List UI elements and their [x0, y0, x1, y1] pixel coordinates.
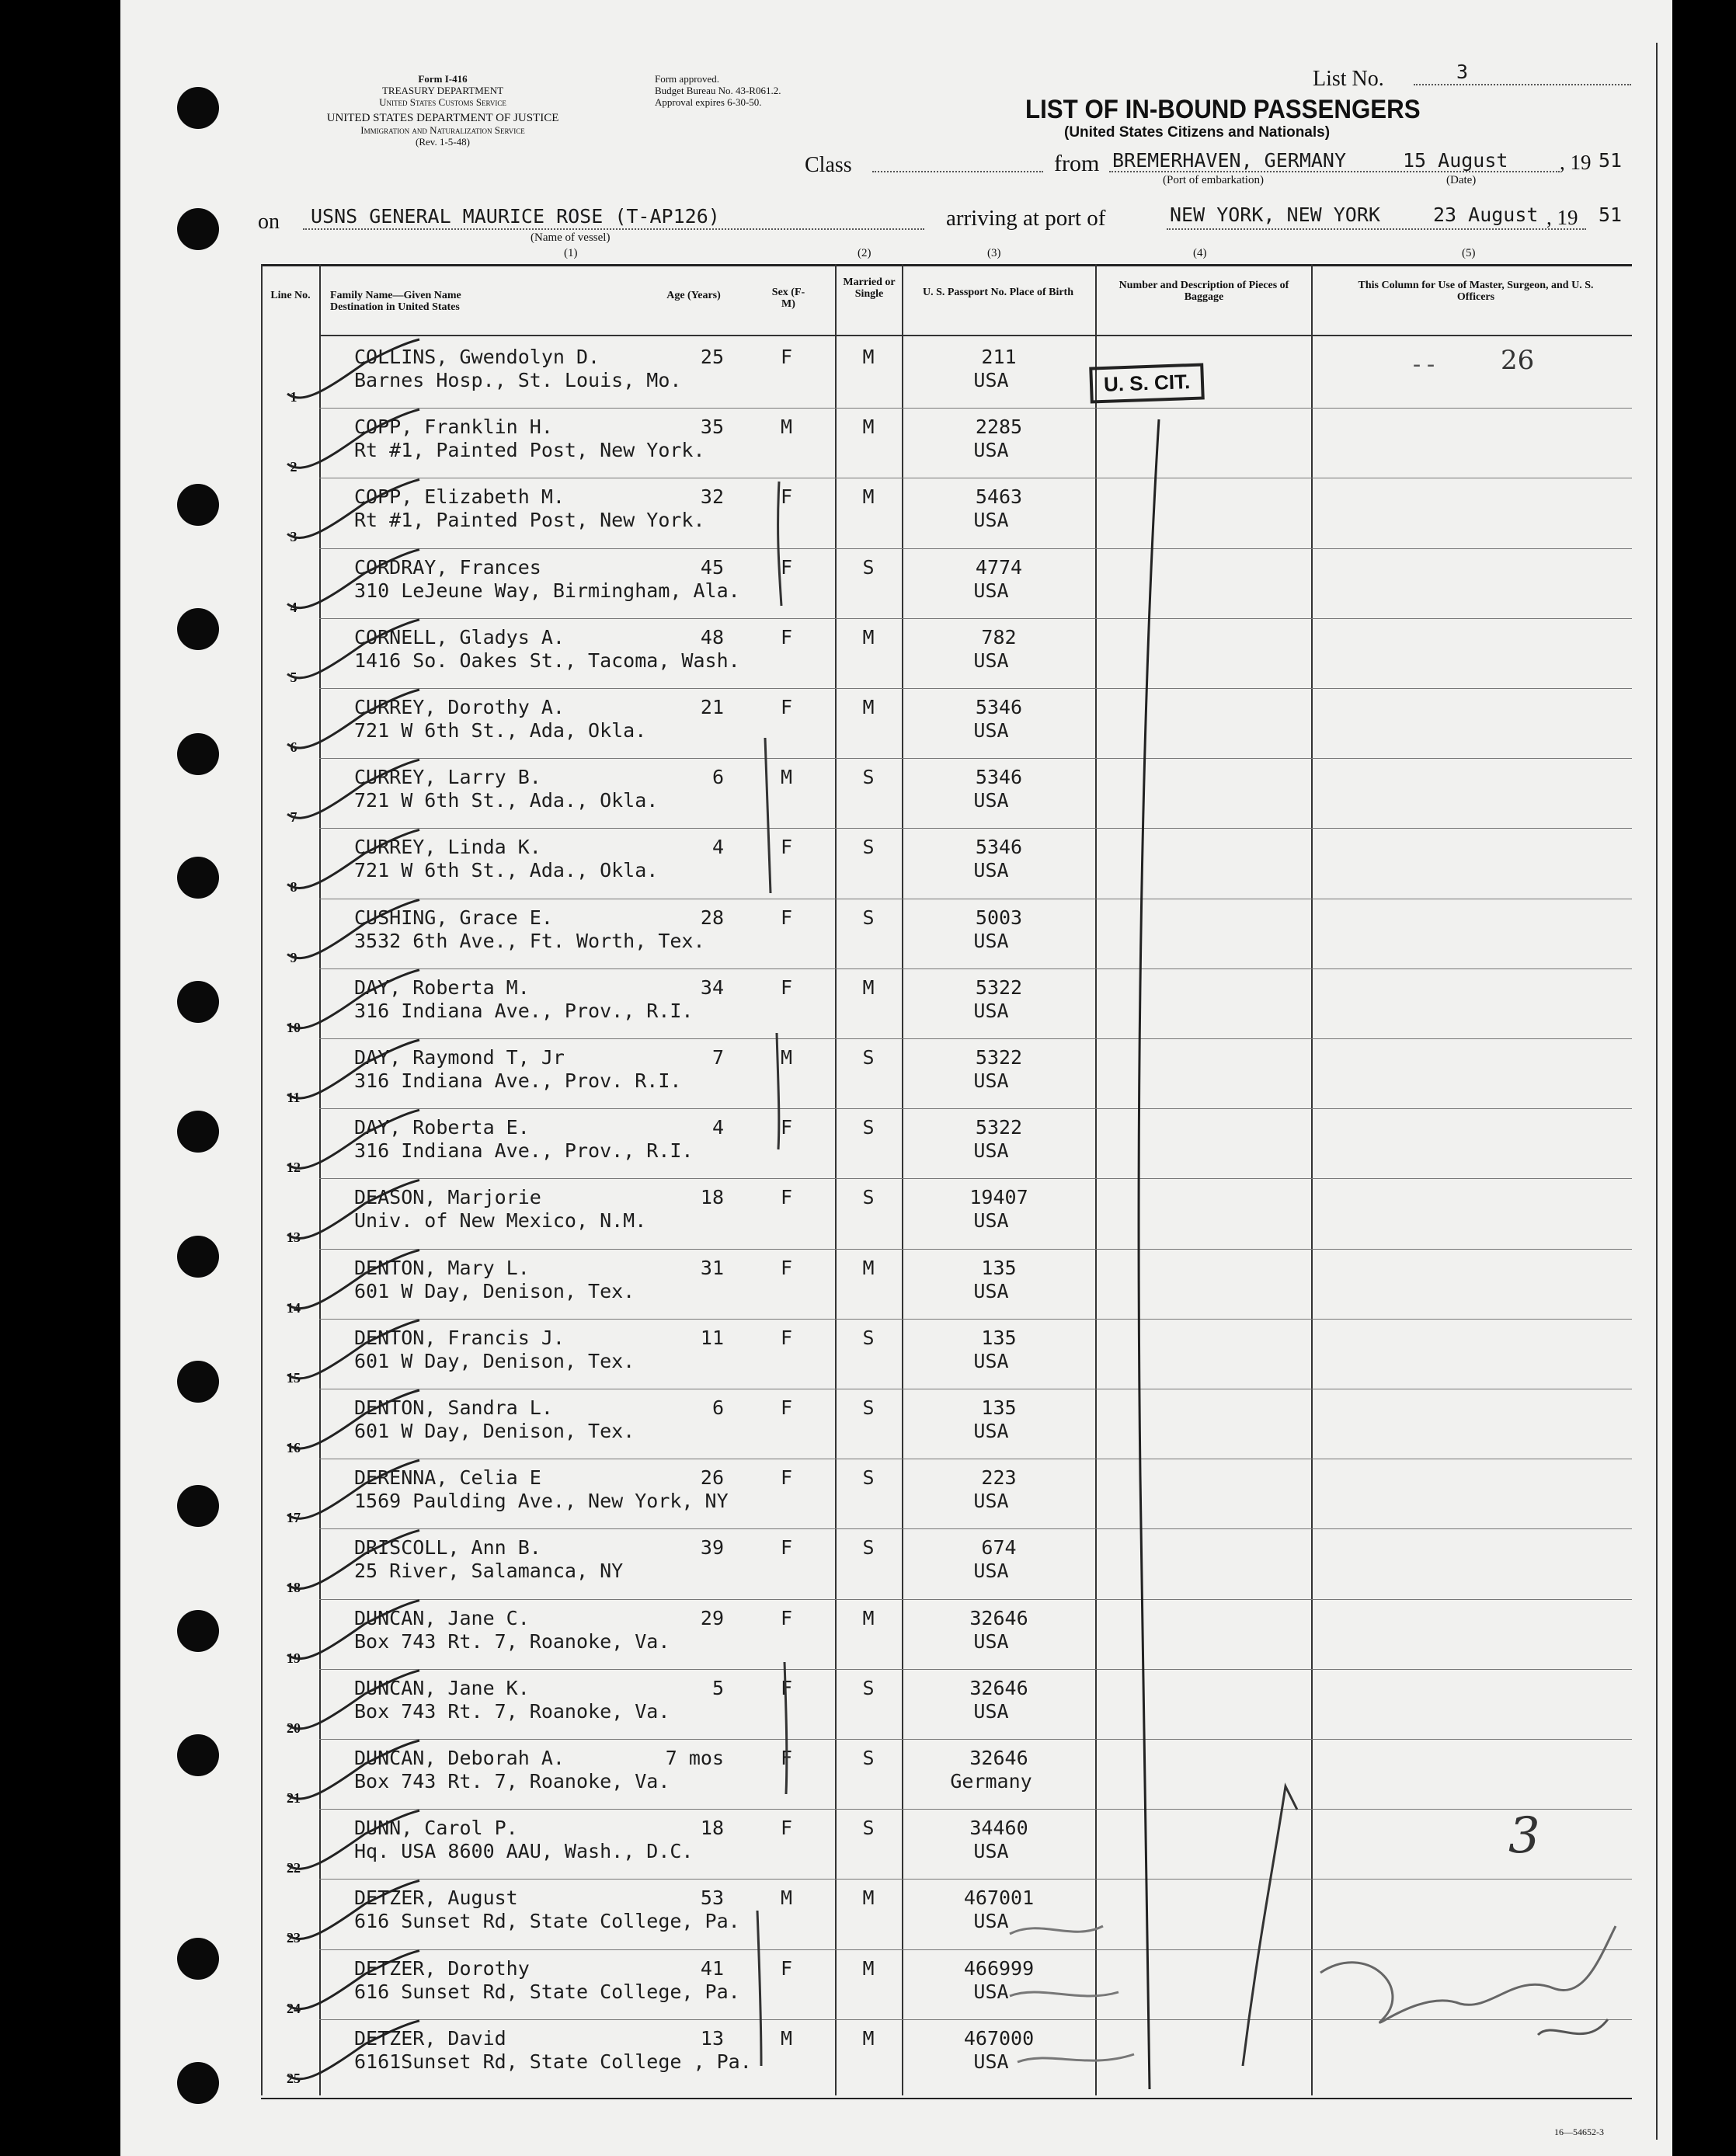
check-mark	[287, 900, 419, 958]
passenger-sex: F	[781, 1396, 793, 1419]
place-of-birth: USA	[973, 1840, 1009, 1863]
passenger-marital-status: M	[862, 1956, 875, 1980]
budget-bureau: Budget Bureau No. 43-R061.2.	[655, 85, 781, 96]
line-number: 5	[290, 669, 297, 685]
port-of-embarkation: BREMERHAVEN, GERMANY	[1112, 149, 1347, 172]
check-mark	[287, 479, 419, 537]
ins-service: Immigration and Naturalization Service	[360, 124, 525, 136]
place-of-birth: USA	[973, 1699, 1009, 1723]
passenger-name: DETZER, August	[354, 1886, 518, 1910]
arrival-port: NEW YORK, NEW YORK	[1170, 203, 1380, 226]
passenger-age: 48	[700, 625, 724, 649]
passenger-destination: 6161Sunset Rd, State College , Pa.	[354, 2050, 752, 2073]
passenger-name: DUNN, Carol P.	[354, 1817, 518, 1840]
treasury-dept: TREASURY DEPARTMENT	[381, 85, 504, 96]
check-mark	[287, 1740, 419, 1799]
col-header-line-no: Line No.	[270, 290, 311, 301]
passenger-marital-status: S	[862, 906, 875, 929]
passenger-destination: 721 W 6th St., Ada., Okla.	[354, 789, 659, 812]
passenger-age: 11	[700, 1326, 724, 1349]
col-header-family-name: Family Name—Given Name	[330, 290, 461, 301]
check-mark	[287, 1810, 419, 1869]
officer-note-dash: --	[1410, 351, 1439, 378]
passenger-destination: Box 743 Rt. 7, Roanoke, Va.	[354, 1770, 670, 1793]
passenger-sex: F	[781, 1817, 793, 1840]
form-number: Form I-416	[418, 73, 468, 85]
list-no-value: 3	[1456, 61, 1469, 83]
passenger-sex: M	[781, 1886, 793, 1910]
passenger-name: COLLINS, Gwendolyn D.	[354, 346, 600, 368]
passenger-marital-status: M	[862, 696, 875, 718]
passport-number: 466999	[963, 1956, 1035, 1980]
justice-dept: UNITED STATES DEPARTMENT OF JUSTICE	[326, 112, 559, 124]
line-number: 8	[290, 879, 297, 895]
approval-expiry: Approval expires 6-30-50.	[655, 96, 762, 108]
col-num-4: (4)	[1193, 247, 1207, 259]
passenger-age: 4	[711, 836, 724, 859]
embarkation-date: 15 August	[1403, 149, 1508, 172]
passenger-sex: F	[781, 555, 793, 579]
passenger-age: 6	[711, 766, 724, 789]
place-of-birth: USA	[973, 1910, 1009, 1933]
passport-number: 5322	[975, 1116, 1023, 1139]
place-of-birth: USA	[973, 1980, 1009, 2003]
col-num-3: (3)	[987, 247, 1001, 259]
check-mark	[287, 1671, 419, 1729]
passport-number: 19407	[969, 1186, 1028, 1209]
line-number: 23	[287, 1930, 301, 1946]
passenger-age: 21	[700, 696, 724, 718]
passenger-name: DAY, Raymond T, Jr	[354, 1046, 565, 1069]
passenger-age: 53	[700, 1886, 724, 1910]
passenger-age: 45	[700, 555, 724, 579]
list-no-label: List No.	[1313, 67, 1384, 91]
line-number: 14	[287, 1299, 301, 1316]
passport-number: 5346	[975, 836, 1023, 859]
place-of-birth: USA	[973, 509, 1009, 532]
passenger-destination: Univ. of New Mexico, N.M.	[354, 1209, 647, 1233]
passenger-age: 28	[700, 906, 724, 929]
passenger-age: 29	[700, 1606, 724, 1629]
passenger-destination: 310 LeJeune Way, Birmingham, Ala.	[354, 579, 740, 602]
passenger-destination: Box 743 Rt. 7, Roanoke, Va.	[354, 1699, 670, 1723]
page-title: LIST OF IN-BOUND PASSENGERS	[1025, 95, 1421, 124]
form-approved: Form approved.	[655, 73, 720, 85]
passenger-sex: F	[781, 1536, 793, 1560]
passenger-sex: F	[781, 1256, 793, 1279]
passenger-marital-status: M	[862, 1606, 875, 1629]
place-of-birth: USA	[973, 1069, 1009, 1092]
from-label: from	[1054, 151, 1100, 176]
check-mark	[287, 620, 419, 678]
passenger-marital-status: S	[862, 1116, 875, 1139]
check-mark	[287, 1880, 419, 1939]
arriving-label: arriving at port of	[946, 206, 1106, 231]
passenger-name: CURREY, Dorothy A.	[354, 696, 565, 718]
passenger-name: DENTON, Sandra L.	[354, 1396, 553, 1419]
passport-number: 467000	[963, 2026, 1035, 2050]
place-of-birth: USA	[973, 789, 1009, 812]
passenger-sex: F	[781, 836, 793, 859]
passport-number: 5322	[975, 975, 1023, 999]
passenger-destination: Hq. USA 8600 AAU, Wash., D.C.	[354, 1840, 694, 1863]
passenger-age: 18	[700, 1186, 724, 1209]
vessel-name: USNS GENERAL MAURICE ROSE (T-AP126)	[311, 205, 720, 228]
line-number: 11	[287, 1090, 301, 1105]
date-caption: (Date)	[1446, 174, 1477, 186]
passport-number: 674	[981, 1536, 1017, 1560]
check-mark	[287, 970, 419, 1028]
line-number: 10	[287, 1019, 301, 1035]
place-of-birth: USA	[973, 1209, 1009, 1233]
place-of-birth: USA	[973, 1279, 1009, 1302]
line-number: 2	[290, 459, 297, 475]
passenger-name: COPP, Franklin H.	[354, 416, 553, 439]
line-number: 1	[290, 389, 297, 405]
passenger-age: 25	[700, 346, 724, 368]
place-of-birth: USA	[973, 369, 1009, 391]
passenger-name: CORDRAY, Frances	[354, 555, 541, 579]
us-citizen-stamp: U. S. CIT.	[1089, 363, 1205, 403]
passenger-destination: 316 Indiana Ave., Prov. R.I.	[354, 1069, 682, 1092]
passenger-sex: F	[781, 1606, 793, 1629]
line-number: 24	[287, 2000, 301, 2016]
passenger-sex: F	[781, 975, 793, 999]
passport-number: 2285	[975, 416, 1023, 439]
passport-number: 782	[981, 625, 1017, 649]
passenger-name: COPP, Elizabeth M.	[354, 485, 565, 509]
passenger-sex: F	[781, 906, 793, 929]
line-number: 17	[287, 1510, 301, 1526]
passenger-marital-status: M	[862, 1886, 875, 1910]
passport-number: 135	[981, 1256, 1017, 1279]
passenger-age: 6	[711, 1396, 724, 1419]
passenger-destination: Box 743 Rt. 7, Roanoke, Va.	[354, 1629, 670, 1653]
passenger-marital-status: M	[862, 625, 875, 649]
col-header-passport: U. S. Passport No. Place of Birth	[922, 287, 1074, 298]
place-of-birth: USA	[973, 859, 1009, 882]
passenger-marital-status: M	[862, 416, 875, 439]
line-number: 20	[287, 1720, 301, 1736]
check-mark	[287, 829, 419, 888]
line-number: 3	[290, 529, 297, 545]
passport-number: 5322	[975, 1046, 1023, 1069]
passenger-age: 26	[700, 1466, 724, 1490]
line-number: 9	[290, 949, 297, 965]
col-header-age: Age (Years)	[666, 290, 721, 301]
passenger-destination: 316 Indiana Ave., Prov., R.I.	[354, 1139, 694, 1163]
passenger-sex: F	[781, 1116, 793, 1139]
passenger-age: 35	[700, 416, 724, 439]
passenger-destination: 316 Indiana Ave., Prov., R.I.	[354, 999, 694, 1022]
place-of-birth: USA	[973, 1420, 1009, 1442]
passenger-marital-status: M	[862, 346, 875, 368]
passenger-name: DRISCOLL, Ann B.	[354, 1536, 541, 1560]
line-number: 13	[287, 1229, 301, 1246]
passenger-sex: F	[781, 346, 793, 368]
passport-number: 135	[981, 1396, 1017, 1419]
place-of-birth: USA	[973, 649, 1009, 672]
check-mark	[287, 2021, 419, 2079]
place-of-birth: USA	[973, 719, 1009, 742]
arrival-year: 51	[1599, 203, 1623, 226]
passenger-age: 5	[711, 1676, 724, 1699]
officer-note-count: 26	[1501, 345, 1535, 376]
passenger-sex: F	[781, 625, 793, 649]
passenger-sex: M	[781, 1046, 793, 1069]
passenger-sex: M	[781, 766, 793, 789]
passport-number: 467001	[963, 1886, 1035, 1910]
line-number: 22	[287, 1860, 301, 1876]
passenger-name: CUSHING, Grace E.	[354, 906, 553, 929]
passenger-age: 41	[700, 1956, 724, 1980]
passenger-name: DERENNA, Celia E	[354, 1466, 541, 1490]
passenger-destination: 721 W 6th St., Ada., Okla.	[354, 859, 659, 882]
passenger-marital-status: S	[862, 1396, 875, 1419]
passport-number: 4774	[975, 555, 1023, 579]
passenger-destination: 721 W 6th St., Ada, Okla.	[354, 719, 647, 742]
passenger-destination: 601 W Day, Denison, Tex.	[354, 1420, 635, 1442]
passenger-sex: F	[781, 1676, 793, 1699]
check-mark	[287, 339, 419, 398]
passenger-age: 39	[700, 1536, 724, 1560]
embarkation-year: 51	[1599, 149, 1623, 172]
on-label: on	[258, 210, 280, 234]
place-of-birth: USA	[973, 439, 1009, 462]
passenger-name: DETZER, David	[354, 2026, 506, 2050]
passenger-destination: 25 River, Salamanca, NY	[354, 1560, 624, 1583]
passenger-name: DUNCAN, Jane C.	[354, 1606, 530, 1629]
passenger-destination: Barnes Hosp., St. Louis, Mo.	[354, 369, 682, 391]
line-number: 19	[287, 1650, 301, 1666]
passenger-name: DETZER, Dorothy	[354, 1956, 530, 1980]
passenger-sex: F	[781, 1326, 793, 1349]
passport-number: 223	[981, 1466, 1017, 1490]
handwritten-3: 3	[1508, 1807, 1540, 1865]
passenger-destination: 1416 So. Oakes St., Tacoma, Wash.	[354, 649, 740, 672]
passenger-destination: 1569 Paulding Ave., New York, NY	[354, 1490, 729, 1513]
check-mark	[287, 1250, 419, 1309]
check-mark	[287, 1951, 419, 2009]
place-of-birth: USA	[973, 1629, 1009, 1653]
place-of-birth: USA	[973, 1490, 1009, 1513]
port-caption: (Port of embarkation)	[1163, 174, 1264, 186]
passenger-name: DAY, Roberta M.	[354, 975, 530, 999]
passenger-age: 32	[700, 485, 724, 509]
col-header-destination: Destination in United States	[330, 301, 460, 313]
line-number: 6	[290, 739, 297, 755]
arrival-year-prefix: , 19	[1546, 206, 1578, 229]
line-number: 7	[290, 809, 297, 826]
line-number: 21	[287, 1790, 301, 1806]
passenger-marital-status: S	[862, 836, 875, 859]
passenger-sex: F	[781, 1956, 793, 1980]
passenger-marital-status: S	[862, 1186, 875, 1209]
passport-number: 135	[981, 1326, 1017, 1349]
col-header-married: Married or Single	[843, 276, 896, 300]
line-number: 15	[287, 1369, 301, 1386]
passenger-marital-status: M	[862, 2026, 875, 2050]
page-subtitle: (United States Citizens and Nationals)	[1064, 124, 1331, 141]
passenger-name: DUNCAN, Deborah A.	[354, 1747, 565, 1769]
place-of-birth: USA	[973, 1139, 1009, 1163]
passenger-name: DENTON, Francis J.	[354, 1326, 565, 1349]
passenger-name: DEASON, Marjorie	[354, 1186, 541, 1209]
check-mark	[287, 760, 419, 818]
passenger-name: CORNELL, Gladys A.	[354, 625, 565, 649]
passenger-age: 18	[700, 1817, 724, 1840]
passport-number: 5003	[975, 906, 1023, 929]
passenger-marital-status: S	[862, 1326, 875, 1349]
class-label: Class	[805, 153, 852, 177]
passenger-marital-status: S	[862, 1676, 875, 1699]
place-of-birth: USA	[973, 579, 1009, 602]
passenger-sex: F	[781, 1466, 793, 1490]
customs-service: United States Customs Service	[379, 96, 506, 108]
passport-number: 5463	[975, 485, 1023, 509]
passenger-destination: 601 W Day, Denison, Tex.	[354, 1349, 635, 1372]
line-number: 12	[287, 1160, 301, 1176]
check-mark	[287, 1180, 419, 1238]
passenger-sex: M	[781, 2026, 793, 2050]
passenger-sex: F	[781, 696, 793, 718]
passenger-marital-status: S	[862, 1466, 875, 1490]
passenger-name: DAY, Roberta E.	[354, 1116, 530, 1139]
check-mark	[287, 1040, 419, 1098]
line-number: 18	[287, 1580, 301, 1596]
check-mark	[287, 1601, 419, 1659]
passenger-destination: Rt #1, Painted Post, New York.	[354, 509, 705, 532]
col-num-2: (2)	[858, 247, 871, 259]
revision: (Rev. 1-5-48)	[416, 136, 470, 148]
passport-number: 32646	[969, 1606, 1028, 1629]
check-mark	[287, 690, 419, 748]
passenger-sex: F	[781, 1747, 793, 1769]
vessel-caption: (Name of vessel)	[531, 231, 611, 244]
passport-number: 5346	[975, 696, 1023, 718]
passenger-destination: 616 Sunset Rd, State College, Pa.	[354, 1980, 740, 2003]
check-mark	[287, 1320, 419, 1379]
passenger-age: 7 mos	[665, 1747, 724, 1769]
check-mark	[287, 409, 419, 468]
passenger-marital-status: S	[862, 555, 875, 579]
passport-number: 211	[981, 346, 1017, 368]
arrival-date: 23 August	[1433, 203, 1539, 226]
passport-number: 34460	[969, 1817, 1028, 1840]
passenger-destination: 601 W Day, Denison, Tex.	[354, 1279, 635, 1302]
line-number: 4	[290, 599, 297, 615]
passenger-sex: F	[781, 1186, 793, 1209]
check-mark	[287, 1460, 419, 1518]
passport-number: 32646	[969, 1676, 1028, 1699]
check-mark	[287, 1110, 419, 1168]
col-header-officers: This Column for Use of Master, Surgeon, and U. S. Officers	[1358, 280, 1594, 303]
check-mark	[287, 1530, 419, 1588]
place-of-birth: USA	[973, 1560, 1009, 1583]
passenger-name: CURREY, Linda K.	[354, 836, 541, 859]
footer-code: 16—54652-3	[1554, 2126, 1604, 2137]
passenger-age: 4	[711, 1116, 724, 1139]
passenger-age: 13	[700, 2026, 724, 2050]
passenger-marital-status: S	[862, 1046, 875, 1069]
passenger-destination: 616 Sunset Rd, State College, Pa.	[354, 1910, 740, 1933]
passport-number: 5346	[975, 766, 1023, 789]
passenger-marital-status: S	[862, 1817, 875, 1840]
line-number: 25	[287, 2070, 301, 2086]
passenger-age: 31	[700, 1256, 724, 1279]
passenger-marital-status: S	[862, 766, 875, 789]
passenger-destination: Rt #1, Painted Post, New York.	[354, 439, 705, 462]
passenger-age: 7	[711, 1046, 724, 1069]
from-year-prefix: , 19	[1560, 151, 1592, 174]
passenger-name: CURREY, Larry B.	[354, 766, 541, 789]
place-of-birth: USA	[973, 1349, 1009, 1372]
passport-number: 32646	[969, 1747, 1028, 1769]
passenger-sex: M	[781, 416, 793, 439]
passenger-marital-status: M	[862, 485, 875, 509]
passenger-destination: 3532 6th Ave., Ft. Worth, Tex.	[354, 929, 705, 952]
line-number: 16	[287, 1440, 301, 1455]
col-num-5: (5)	[1462, 247, 1476, 259]
passenger-marital-status: S	[862, 1747, 875, 1769]
place-of-birth: USA	[973, 999, 1009, 1022]
place-of-birth: USA	[973, 929, 1009, 952]
check-mark	[287, 1390, 419, 1448]
passenger-sex: F	[781, 485, 793, 509]
check-mark	[287, 550, 419, 608]
col-header-baggage: Number and Description of Pieces of Baggage	[1118, 280, 1289, 303]
passenger-name: DENTON, Mary L.	[354, 1256, 530, 1279]
passenger-marital-status: S	[862, 1536, 875, 1560]
place-of-birth: USA	[973, 2050, 1009, 2073]
passenger-age: 34	[700, 975, 724, 999]
vessel-col-num: (1)	[564, 247, 578, 259]
passenger-name: DUNCAN, Jane K.	[354, 1676, 530, 1699]
passenger-marital-status: M	[862, 975, 875, 999]
place-of-birth: Germany	[950, 1770, 1032, 1793]
col-header-sex: Sex (F-M)	[771, 287, 805, 310]
passenger-marital-status: M	[862, 1256, 875, 1279]
